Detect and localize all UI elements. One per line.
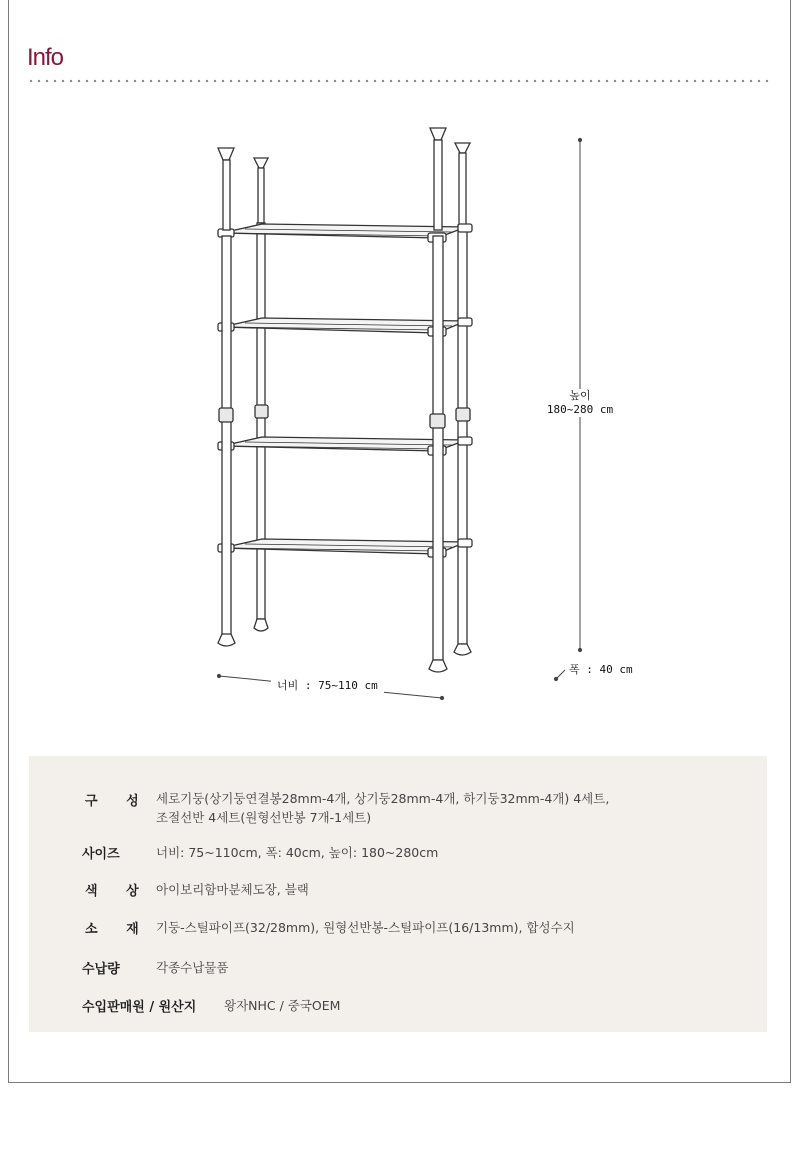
height-dimension-label — [540, 389, 620, 417]
depth-dimension-label: 폭 : 40 cm — [565, 661, 637, 677]
pole-back-right — [454, 143, 471, 655]
spec-table — [29, 756, 767, 1032]
spec-value-line-1: 세로기둥(상기둥연결봉28mm-4개, 상기둥28mm-4개, 하기둥32mm-4개) 4세트, — [156, 791, 610, 806]
spec-label: 수입판매원 / 원산지 — [82, 1000, 197, 1015]
spec-value — [156, 789, 609, 827]
spec-label: 구 성 — [85, 794, 151, 809]
spec-value: 너비: 75~110cm, 폭: 40cm, 높이: 180~280cm — [156, 845, 439, 860]
spec-label: 색 상 — [85, 884, 151, 899]
height-label: 높이 — [569, 389, 591, 402]
spec-value: 왕자NHC / 중국OEM — [224, 998, 341, 1013]
pole-front-right — [429, 128, 447, 672]
spec-label: 사이즈 — [82, 847, 120, 862]
spec-value: 아이보리함마분체도장, 블랙 — [156, 882, 309, 897]
height-value: 180~280 cm — [546, 403, 614, 416]
width-dimension-label: 너비 : 75~110 cm — [271, 677, 384, 693]
spec-value: 기둥-스틸파이프(32/28mm), 원형선반봉-스틸파이프(16/13mm), 합성수지 — [156, 920, 575, 935]
spec-value-line-2: 조절선반 4세트(원형선반봉 7개-1세트) — [156, 810, 372, 825]
spec-value: 각종수납물품 — [156, 960, 229, 975]
spec-label: 소 재 — [85, 922, 151, 937]
spec-label: 수납량 — [82, 962, 120, 977]
section-title: Info — [27, 44, 64, 71]
pole-front-left — [218, 148, 235, 646]
